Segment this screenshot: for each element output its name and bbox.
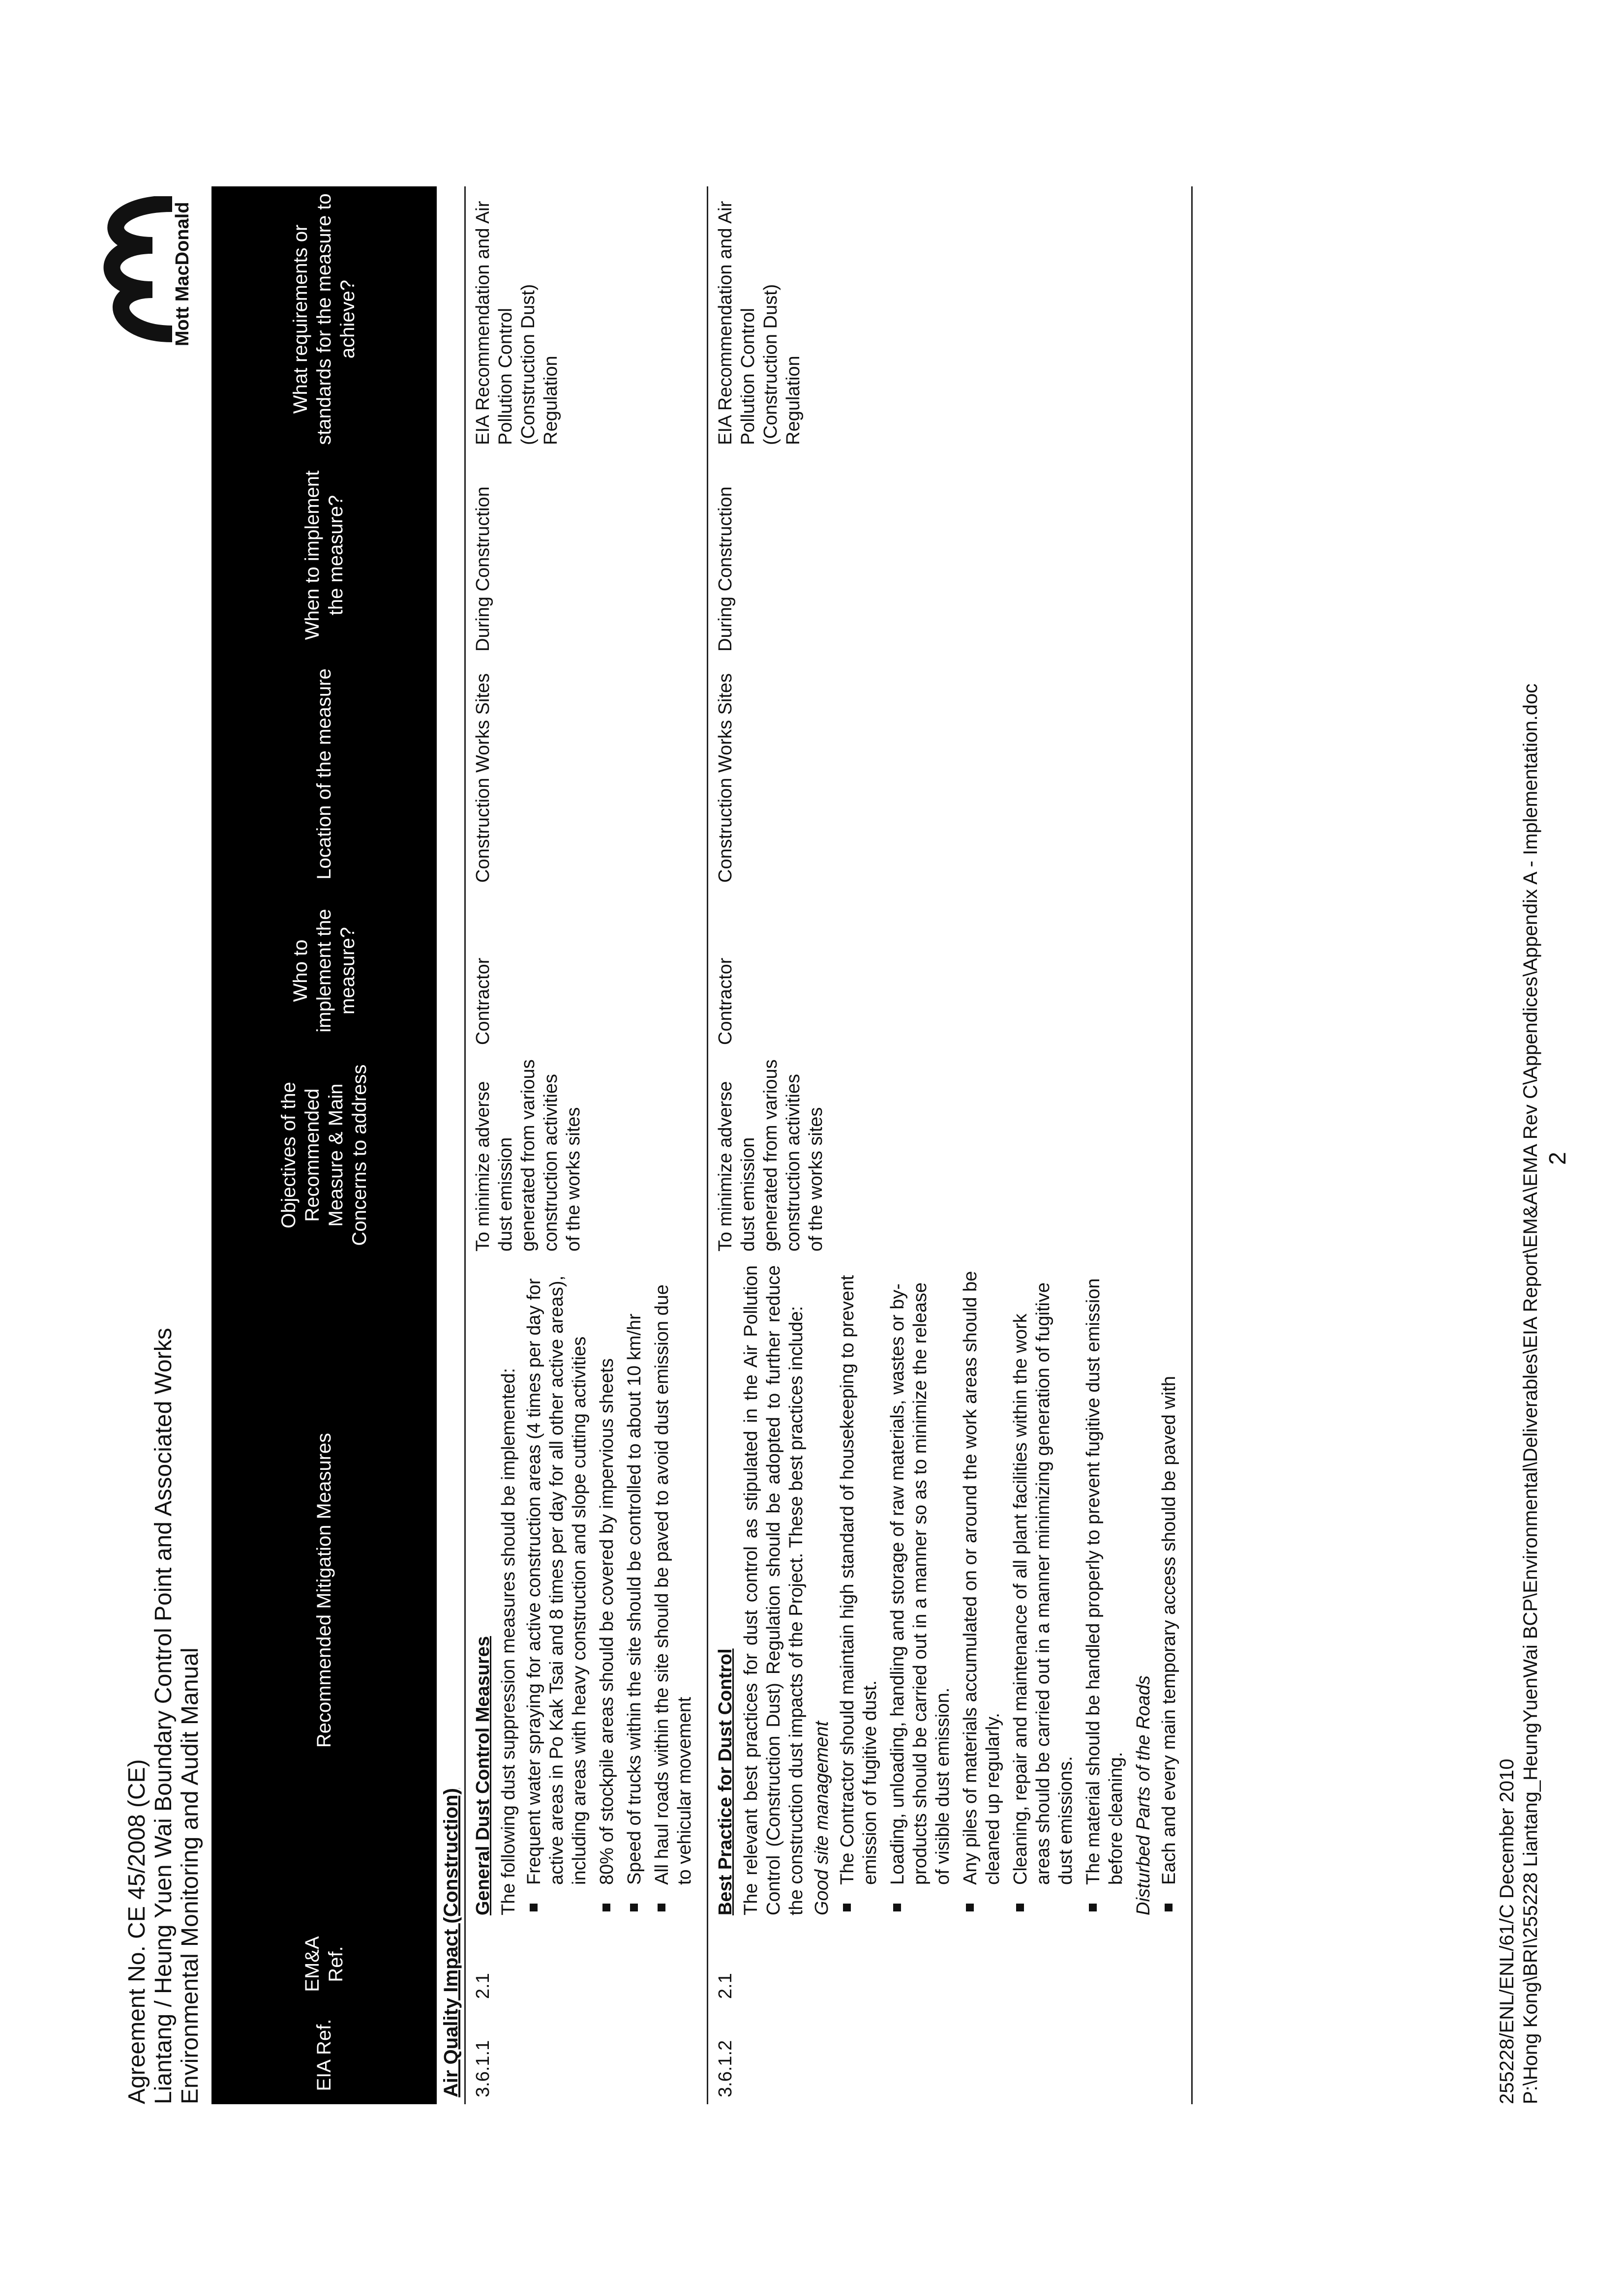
measure-title: Best Practice for Dust Control bbox=[715, 1648, 736, 1915]
bullet-icon bbox=[1165, 1904, 1173, 1911]
eia-ref: 3.6.1.1 bbox=[465, 2006, 708, 2104]
objectives: To minimize adverse dust emission generated from various construction activities of the works sites bbox=[708, 1052, 1192, 1258]
list-item: The Contractor should maintain high standard of housekeeping to prevent emission of fugitive dust. bbox=[836, 1265, 881, 1915]
list-item: Loading, unloading, handling and storage of raw materials, wastes or by-products should be carried out in a manner so as to minimize the release of visible dust emission. bbox=[886, 1265, 954, 1915]
document-reference: 255228/ENL/ENL/61/C December 2010 bbox=[1496, 1759, 1518, 2104]
list-item: All haul roads within the site should be paved to avoid dust emission due to vehicular movement bbox=[651, 1265, 696, 1915]
subheading: Disturbed Parts of the Roads bbox=[1133, 1675, 1154, 1915]
who: Contractor bbox=[708, 890, 1192, 1052]
category-label: Air Quality Impact (Construction) bbox=[440, 1788, 462, 2097]
bullet-icon bbox=[658, 1904, 665, 1911]
logo-text: Mott MacDonald bbox=[172, 202, 193, 346]
list-item: Frequent water spraying for active construction areas (4 times per day for active areas in Po Kak Tsai and 8 times per day for all other active areas), including areas with heavy construction and slope cutting activities bbox=[523, 1265, 591, 1915]
bullet-icon bbox=[1016, 1904, 1024, 1911]
manual-title: Environmental Monitoring and Audit Manual bbox=[177, 1647, 203, 2104]
document-header bbox=[124, 1328, 204, 2104]
col-who: Who to implement the measure? bbox=[211, 890, 437, 1052]
page-number: 2 bbox=[1545, 1152, 1571, 1165]
measures-cell bbox=[465, 1258, 708, 1922]
col-objectives: Objectives of the Recommended Measure & Main Concerns to address bbox=[211, 1052, 437, 1258]
list-item: Each and every main temporary access should be paved with bbox=[1158, 1265, 1180, 1915]
project-title: Liantang / Heung Yuen Wai Boundary Control Point and Associated Works bbox=[150, 1328, 177, 2104]
objectives: To minimize adverse dust emission generated from various construction activities of the works sites bbox=[465, 1052, 708, 1258]
measure-list bbox=[523, 1265, 696, 1915]
location: Construction Works Sites bbox=[708, 658, 1192, 890]
measure-intro: The following dust suppression measures should be implemented: bbox=[498, 1368, 519, 1915]
requirements: EIA Recommendation and Air Pollution Control (Construction Dust) Regulation bbox=[708, 186, 1192, 452]
location: Construction Works Sites bbox=[465, 658, 708, 890]
bullet-icon bbox=[1089, 1904, 1097, 1911]
when: During Construction bbox=[465, 452, 708, 658]
implementation-schedule-table bbox=[211, 186, 1193, 2104]
category-row bbox=[437, 186, 465, 2104]
measure-title: General Dust Control Measures bbox=[473, 1636, 493, 1915]
list-item: Any piles of materials accumulated on or around the work areas should be cleaned up regularly. bbox=[959, 1265, 1004, 1915]
col-requirements: What requirements or standards for the measure to achieve? bbox=[211, 186, 437, 452]
measure-list bbox=[836, 1265, 1127, 1915]
ema-ref: 2.1 bbox=[708, 1922, 1192, 2006]
eia-ref: 3.6.1.2 bbox=[708, 2006, 1192, 2104]
col-eia-ref: EIA Ref. bbox=[211, 2006, 437, 2104]
bullet-icon bbox=[843, 1904, 851, 1911]
table-row bbox=[465, 186, 708, 2104]
bullet-icon bbox=[893, 1904, 901, 1911]
list-item: Speed of trucks within the site should be controlled to about 10 km/hr bbox=[623, 1265, 646, 1915]
measure-intro: The relevant best practices for dust control as stipulated in the Air Pollution Control (Construction Dust) Regulation should be adopted to further reduce the construction dust impacts of the Project. These best practices include: bbox=[741, 1265, 807, 1915]
requirements: EIA Recommendation and Air Pollution Control (Construction Dust) Regulation bbox=[465, 186, 708, 452]
when: During Construction bbox=[708, 452, 1192, 658]
measures-cell bbox=[708, 1258, 1192, 1922]
subheading: Good site management bbox=[812, 1721, 832, 1915]
col-measures: Recommended Mitigation Measures bbox=[211, 1258, 437, 1922]
file-path: P:\Hong Kong\BRI\255228 Liantang_HeungYuenWai BCP\Environmental\Deliverables\EIA Report\EM&A\EMA Rev C\Appendices\Appendix A - Implementation.doc bbox=[1520, 683, 1541, 2104]
document-footer bbox=[1495, 684, 1542, 2104]
col-ema-ref: EM&A Ref. bbox=[211, 1922, 437, 2006]
bullet-icon bbox=[530, 1904, 538, 1911]
list-item: The material should be handled properly to prevent fugitive dust emission before cleaning. bbox=[1082, 1265, 1127, 1915]
table-header-row bbox=[211, 186, 437, 2104]
bullet-icon bbox=[966, 1904, 974, 1911]
who: Contractor bbox=[465, 890, 708, 1052]
agreement-line: Agreement No. CE 45/2008 (CE) bbox=[124, 1759, 150, 2104]
col-location: Location of the measure bbox=[211, 658, 437, 890]
bullet-icon bbox=[602, 1904, 610, 1911]
col-when: When to implement the measure? bbox=[211, 452, 437, 658]
table-row bbox=[708, 186, 1192, 2104]
list-item: 80% of stockpile areas should be covered by impervious sheets bbox=[596, 1265, 618, 1915]
list-item: Cleaning, repair and maintenance of all plant facilities within the work areas should be carried out in a manner minimizing generation of fugitive dust emissions. bbox=[1009, 1265, 1077, 1915]
bullet-icon bbox=[630, 1904, 638, 1911]
ema-ref: 2.1 bbox=[465, 1922, 708, 2006]
measure-list bbox=[1158, 1265, 1180, 1915]
